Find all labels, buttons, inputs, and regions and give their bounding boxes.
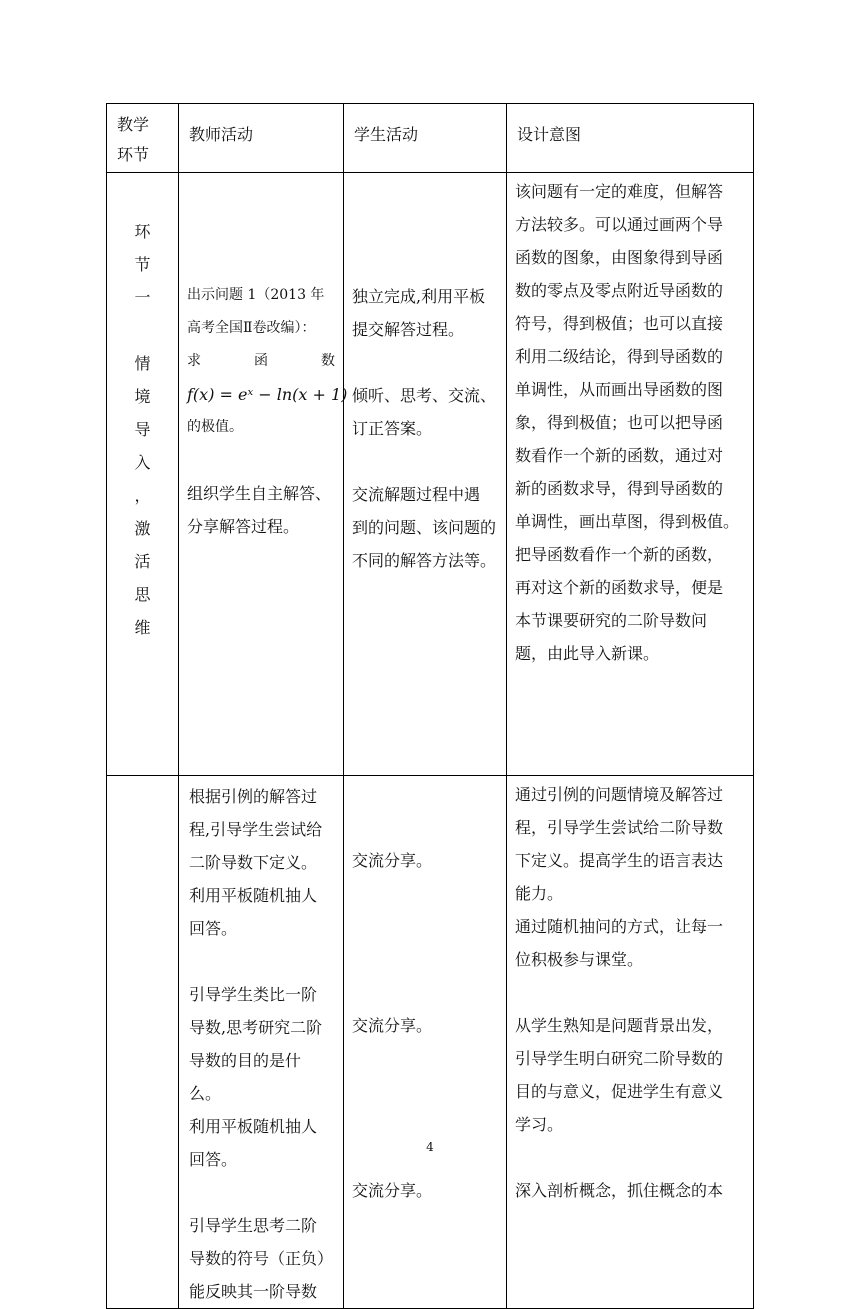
header-stage-line2: 环节 — [117, 145, 150, 164]
design-intent-cell: 该问题有一定的难度，但解答 方法较多。可以通过画两个导 函数的图象，由图象得到导函 数的零点及零点附近导函数的 符号，得到极值；也可以直接 利用二级结论，得到导函数的 单调性，从而画出导函数的图 象，得到极值；也可以把导函 数看作一个新的函数，通过对 新的函数求导，得到导函数的 单调性，画出草图，得到极值。 把导函数看作一个新的函数， 再对这个新的函数求导，便是 本节课要研究的二阶导数问 题，由此导入新课。 — [507, 173, 754, 776]
lesson-plan-table — [106, 103, 754, 1309]
design-intent-cell-2: 通过引例的问题情境及解答过 程，引导学生尝试给二阶导数 下定义。提高学生的语言表达 能力。 通过随机抽问的方式，让每一 位积极参与课堂。 从学生熟知是问题背景出发， 引导学生明白研究二阶导数的 目的与意义，促进学生有意义 学习。 深入剖析概念，抓住概念的本 — [507, 776, 754, 1309]
table-row — [107, 776, 754, 1309]
student-activity-cell: 独立完成,利用平板 提交解答过程。 倾听、思考、交流、 订正答案。 交流解题过程中遇 到的问题、该问题的 不同的解答方法等。 — [344, 173, 507, 776]
student-activity-cell-2: 交流分享。 交流分享。 交流分享。 — [344, 776, 507, 1309]
table-header-row — [107, 104, 754, 173]
teacher-activity-cell: 出示问题 1（2013 年 高考全国Ⅱ卷改编）： 求 函 数 f(x) = eˣ − ln(x + 1) 的极值。 组织学生自主解答、 分享解答过程。 — [179, 173, 344, 776]
table-row — [107, 173, 754, 776]
header-design: 设计意图 — [507, 104, 754, 173]
page-number: 4 — [426, 1140, 434, 1154]
stage-two-cell — [107, 776, 179, 1309]
header-student: 学生活动 — [344, 104, 507, 173]
teacher-activity-cell-2: 根据引例的解答过 程,引导学生尝试给 二阶导数下定义。 利用平板随机抽人 回答。 引导学生类比一阶 导数,思考研究二阶 导数的目的是什么。 利用平板随机抽人 回答。 引导学生思考二阶 导数的符号（正负） 能反映其一阶导数 — [179, 776, 344, 1309]
function-formula: f(x) = eˣ − ln(x + 1) — [187, 385, 348, 404]
stage-one-cell: 环 节 一 情 境 导 入 ， 激 活 思 维 — [107, 173, 179, 776]
header-stage-line1: 教学 — [117, 115, 150, 134]
header-teacher: 教师活动 — [179, 104, 344, 173]
header-stage — [107, 104, 179, 173]
